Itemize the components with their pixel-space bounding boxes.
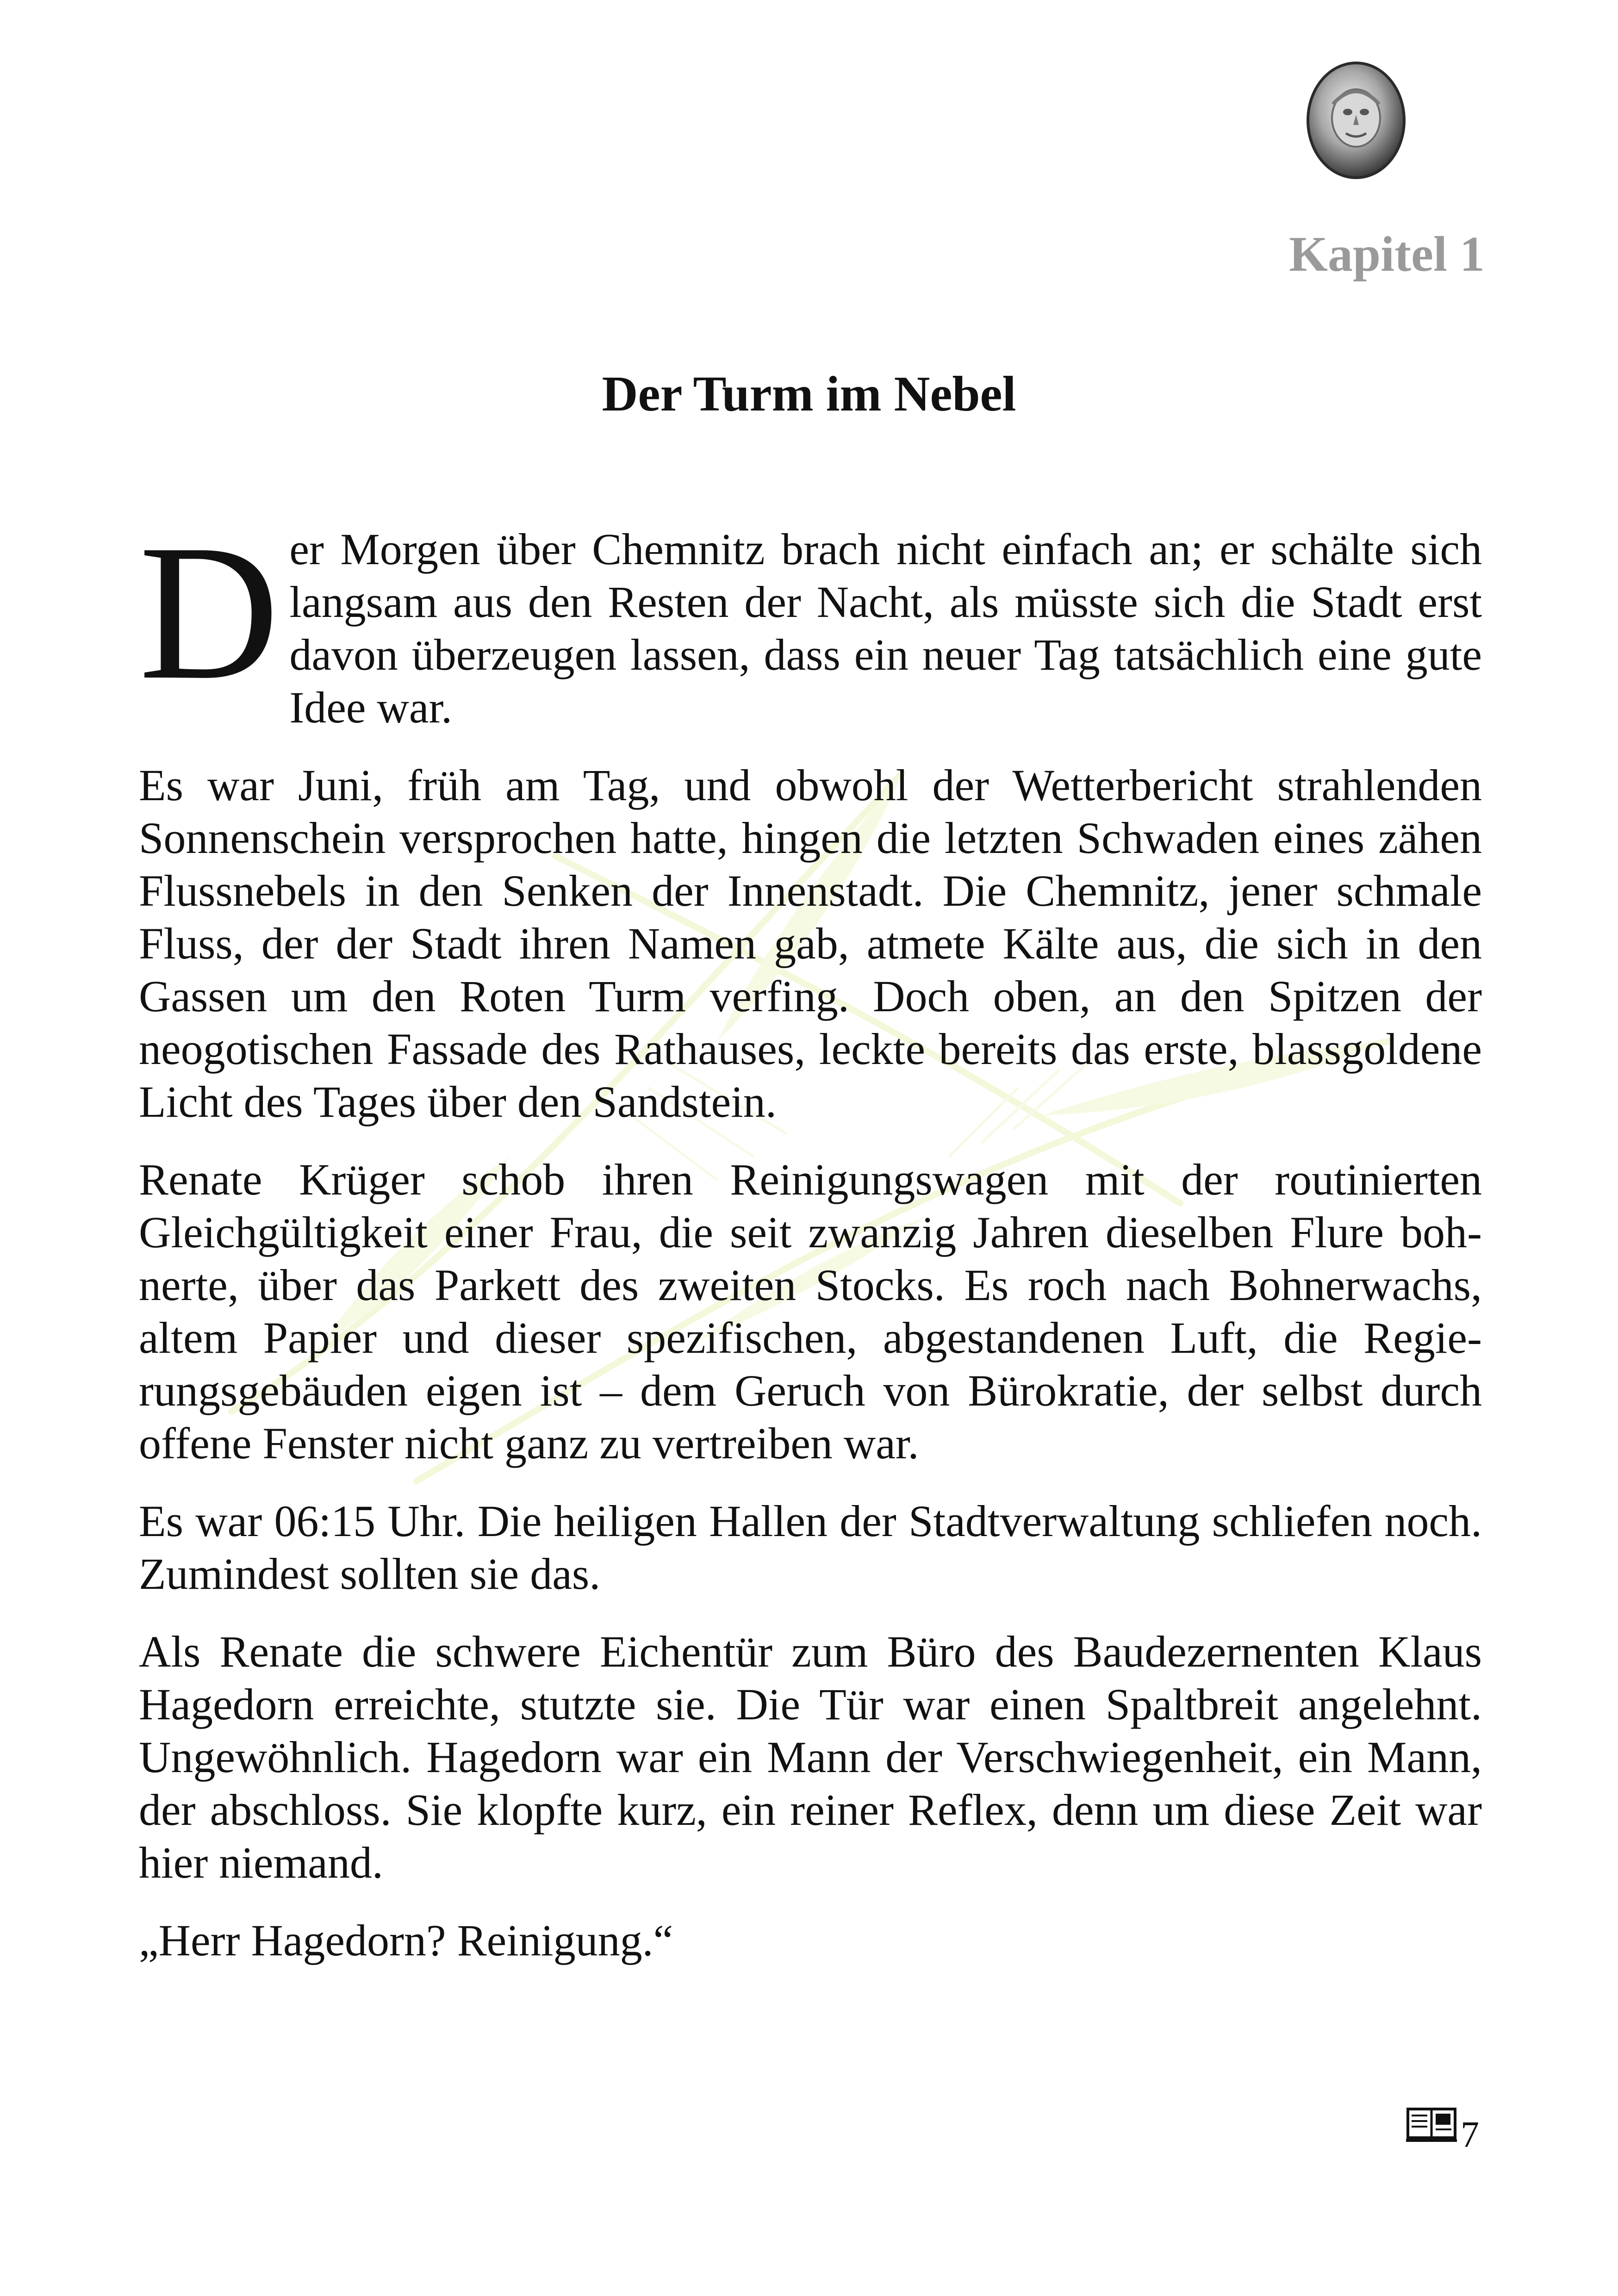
open-book-icon <box>1406 2106 1457 2143</box>
paragraph-1 <box>139 504 1482 734</box>
paragraph-4: Es war 06:15 Uhr. Die heiligen Hallen der Stadtverwaltung schliefen noch. Zumindest sollten sie das. <box>139 1496 1482 1599</box>
drop-cap: D <box>139 504 280 720</box>
paragraph-2: Es war Juni, früh am Tag, und obwohl der Wetterbericht strahlenden Sonnenschein versprochen hatte, hingen die letzten Schwaden eines zähen Flussnebels in den Senken der Innenstadt. Die Chemnitz, jener schmale Fluss, der der Stadt ihren Namen gab, atmete Kälte aus, die sich in den Gassen um den Roten Turm verfing. Doch oben, an den Spitzen der neogotischen Fassade des Rathauses, leckte bereits das erste, blassgoldene Licht des Tages über den Sandstein. <box>139 760 1482 1126</box>
paragraph-6: „Herr Hagedorn? Reinigung.“ <box>139 1916 673 1965</box>
chapter-text <box>139 504 1482 1992</box>
paragraph-3: Renate Krüger schob ihren Reinigungswagen mit der routinierten Gleichgültigkeit einer Frau, die seit zwanzig Jahren dieselben Flure bohnerte, über das Parkett des zweiten Stocks. Es roch nach Bohnerwachs, altem Papier und dieser spezifischen, abgestandenen Luft, die Regierungsgebäuden eigen ist – dem Geruch von Bürokratie, der selbst durch offene Fenster nicht ganz zu vertreiben war. <box>139 1155 1482 1468</box>
chapter-label: Kapitel 1 <box>1289 227 1485 282</box>
page-number: 7 <box>1461 2115 1479 2155</box>
page-footer <box>1406 2106 1479 2155</box>
paragraph-1-text: er Morgen über Chemnitz brach nicht einfach an; er schälte sich langsam aus den Resten der Nacht, als müsste sich die Stadt erst davon überzeugen lassen, dass ein neuer Tag tatsächlich eine gute Idee war. <box>289 524 1482 732</box>
chapter-title: Der Turm im Nebel <box>602 367 1016 422</box>
paragraph-5: Als Renate die schwere Eichentür zum Büro des Baudezernenten Klaus Hagedorn erreichte, stutzte sie. Die Tür war einen Spaltbreit angelehnt. Ungewöhnlich. Hagedorn war ein Mann der Verschwiegenheit, ein Mann, der abschloss. Sie klopfte kurz, ein reiner Reflex, denn um diese Zeit war hier niemand. <box>139 1627 1482 1887</box>
portrait-medallion-icon <box>1305 60 1407 180</box>
